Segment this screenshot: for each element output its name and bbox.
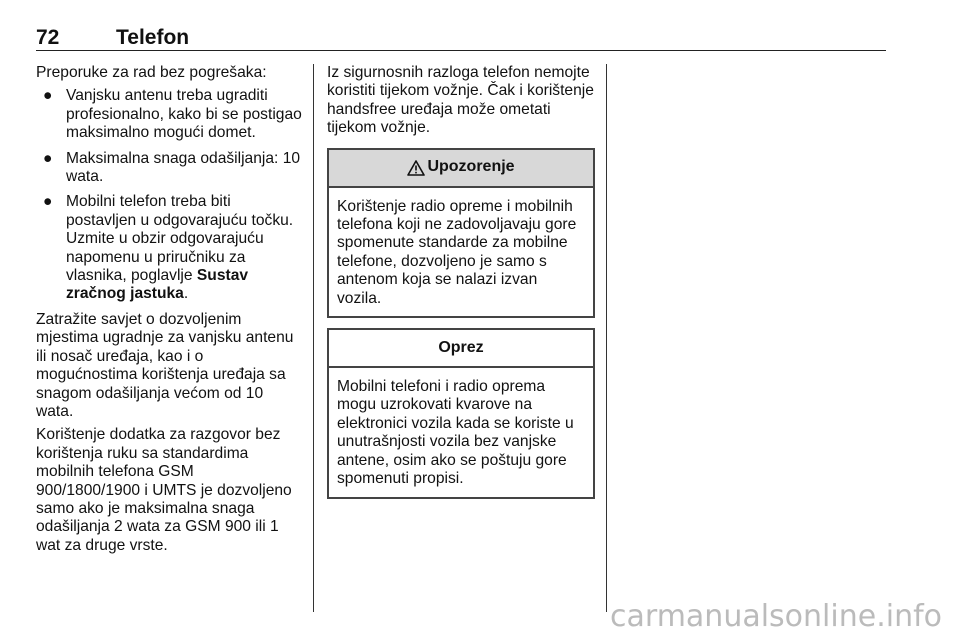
warning-box (327, 148, 595, 318)
header-rule (36, 50, 886, 51)
column-divider (606, 64, 607, 612)
page-number: 72 (36, 26, 60, 49)
bullet-icon: ● (43, 87, 53, 105)
left-column (36, 64, 302, 560)
page-title: Telefon (116, 26, 190, 49)
warning-header (329, 150, 593, 188)
paragraph: Korištenje dodatka za razgovor bez korištenja ruku sa standardima mobilnih telefona GSM 900/1800/1900 i UMTS je dozvoljeno samo ako je maksimalna snaga odašiljanja 2 wata za GSM 900 ili 1 wat za druge vrste. (36, 426, 292, 554)
caution-title: Oprez (438, 338, 484, 356)
page-header (36, 26, 886, 52)
caution-text: Mobilni telefoni i radio oprema mogu uzrokovati kvarove na elektronici vozila kada se koriste u unutrašnjosti vozila bez vanjske antene, osim ako se poštuju gore spomenuti propisi. (337, 378, 574, 488)
warning-text: Korištenje radio opreme i mobilnih telefona koji ne zadovoljavaju gore spomenute standarde za mobilne telefone, dozvoljeno je samo s antenom koja se nalazi izvan vozila. (337, 197, 577, 307)
warning-triangle-icon (407, 160, 425, 176)
warning-title: Upozorenje (427, 158, 515, 176)
bullet-icon: ● (43, 193, 53, 211)
list-item: ● Mobilni telefon treba biti postavljen u odgovarajuću točku. Uzmite u obzir odgovarajuću napomenu u priručniku za vlasnika, poglavlje Sustav zračnog jastuka. (43, 193, 294, 303)
watermark: carmanualsonline.info (610, 599, 942, 634)
bullet-icon: ● (43, 149, 53, 167)
list-item: ● Maksimalna snaga odašiljanja: 10 wata. (43, 149, 301, 186)
recommendation-list (36, 87, 302, 303)
middle-column (327, 64, 595, 499)
caution-header (329, 330, 593, 368)
list-item: ● Vanjsku antenu treba ugraditi profesionalno, kako bi se postigao maksimalno mogući domet. (43, 87, 302, 142)
paragraph: Iz sigurnosnih razloga telefon nemojte koristiti tijekom vožnje. Čak i korištenje handsfree uređaja može ometati tijekom vožnje. (327, 64, 594, 137)
intro-text: Preporuke za rad bez pogrešaka: (36, 64, 267, 81)
caution-box (327, 328, 595, 498)
column-divider (313, 64, 314, 612)
cross-reference-link[interactable]: Sustav zračnog jastuka (66, 267, 249, 303)
paragraph: Zatražite savjet o dozvoljenim mjestima ugradnje za vanjsku antenu ili nosač uređaja, kao i o mogućnostima korištenja uređaja sa snagom odašiljanja većom od 10 wata. (36, 310, 294, 420)
